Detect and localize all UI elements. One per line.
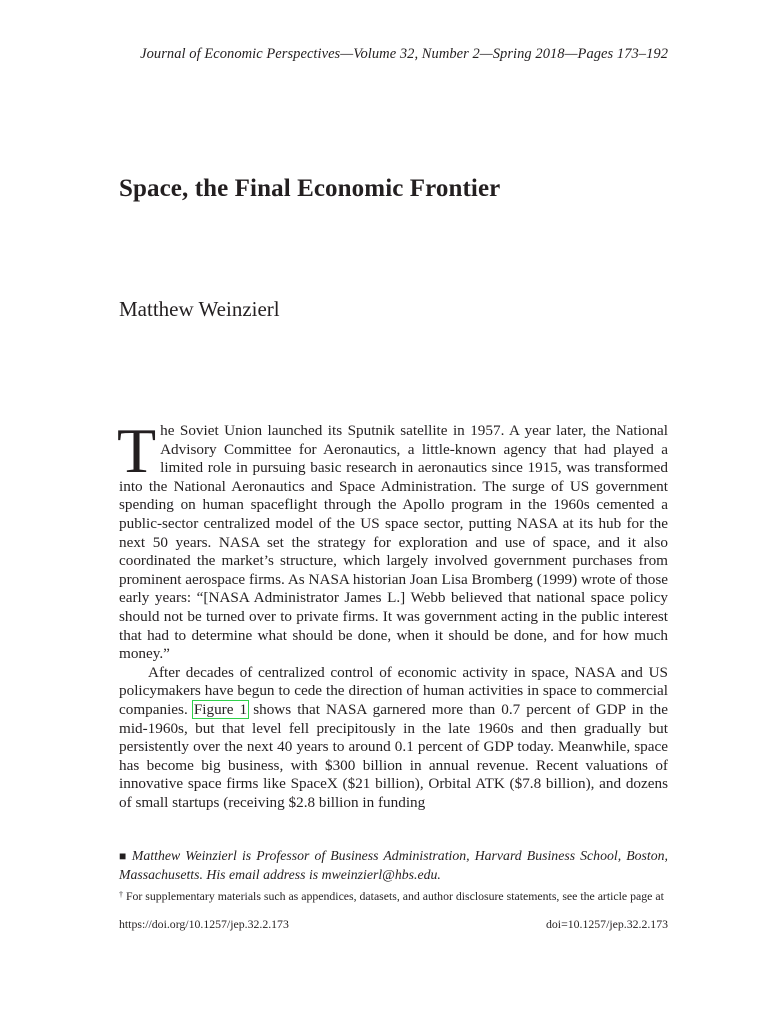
article-body — [117, 415, 669, 812]
dagger-marker: † — [119, 890, 123, 899]
paragraph-2 — [119, 664, 668, 813]
author-footnote-text: Matthew Weinzierl is Professor of Business Administration, Harvard Business School, Boston, Massachusetts. His email address is mweinzierl@hbs.edu. — [119, 848, 668, 882]
article-title: Space, the Final Economic Frontier — [119, 175, 501, 202]
author-footnote — [119, 847, 668, 884]
running-head: Journal of Economic Perspectives—Volume 32, Number 2—Spring 2018—Pages 173–192 — [140, 46, 668, 62]
figure-1-link[interactable]: Figure 1 — [193, 700, 248, 718]
drop-cap: T — [117, 415, 157, 486]
article-url-link[interactable]: https://doi.org/10.1257/jep.32.2.173 — [119, 917, 289, 931]
paragraph-2-text-after: shows that NASA garnered more than 0.7 percent of GDP in the mid-1960s, but that level fell precipitously in the late 1960s and then gradually but persistently over the next 40 years to around 0.1 percent of GDP today. Meanwhile, space has become big business, with $300 billion in annual revenue. Recent valuations of innovative space firms like SpaceX ($21 billion), Orbital ATK ($7.8 billion), and dozens of small startups (receiving $2.8 billion in funding — [119, 700, 669, 811]
doi-label: doi=10.1257/jep.32.2.173 — [546, 917, 668, 931]
supplementary-footnote — [119, 888, 668, 903]
paragraph-1-text: he Soviet Union launched its Sputnik satellite in 1957. A year later, the National Advisory Committee for Aeronautics, a little-known agency that had played a limited role in pursuing basic research in aeronautics since 1915, was transformed into the National Aeronautics and Space Administration. The surge of US government spending on human spaceflight through the Apollo program in the 1960s cemented a public-sector centralized model of the US space sector, putting NASA at its hub for the next 50 years. NASA set the strategy for exploration and use of space, and it also coordinated the market’s structure, which largely involved government purchases from prominent aerospace firms. As NASA historian Joan Lisa Bromberg (1999) wrote of those early years: “[NASA Administrator James L.] Webb believed that national space policy should not be turned over to private firms. It was government acting in the public interest that had to determine what should be done, when it should be done, and for how much money.” — [119, 422, 668, 663]
paragraph-1 — [117, 415, 668, 664]
square-bullet-icon: ■ — [119, 849, 128, 863]
author-name: Matthew Weinzierl — [119, 297, 280, 321]
supplementary-footnote-text: For supplementary materials such as appendices, datasets, and author disclosure statements, see the article page at — [125, 889, 664, 903]
paragraph-2-text-before: After decades of centralized control of economic activity in space, NASA and US policymakers have begun to cede the direction of human activities in space to commercial companies. — [119, 663, 668, 718]
doi-row — [119, 917, 668, 932]
